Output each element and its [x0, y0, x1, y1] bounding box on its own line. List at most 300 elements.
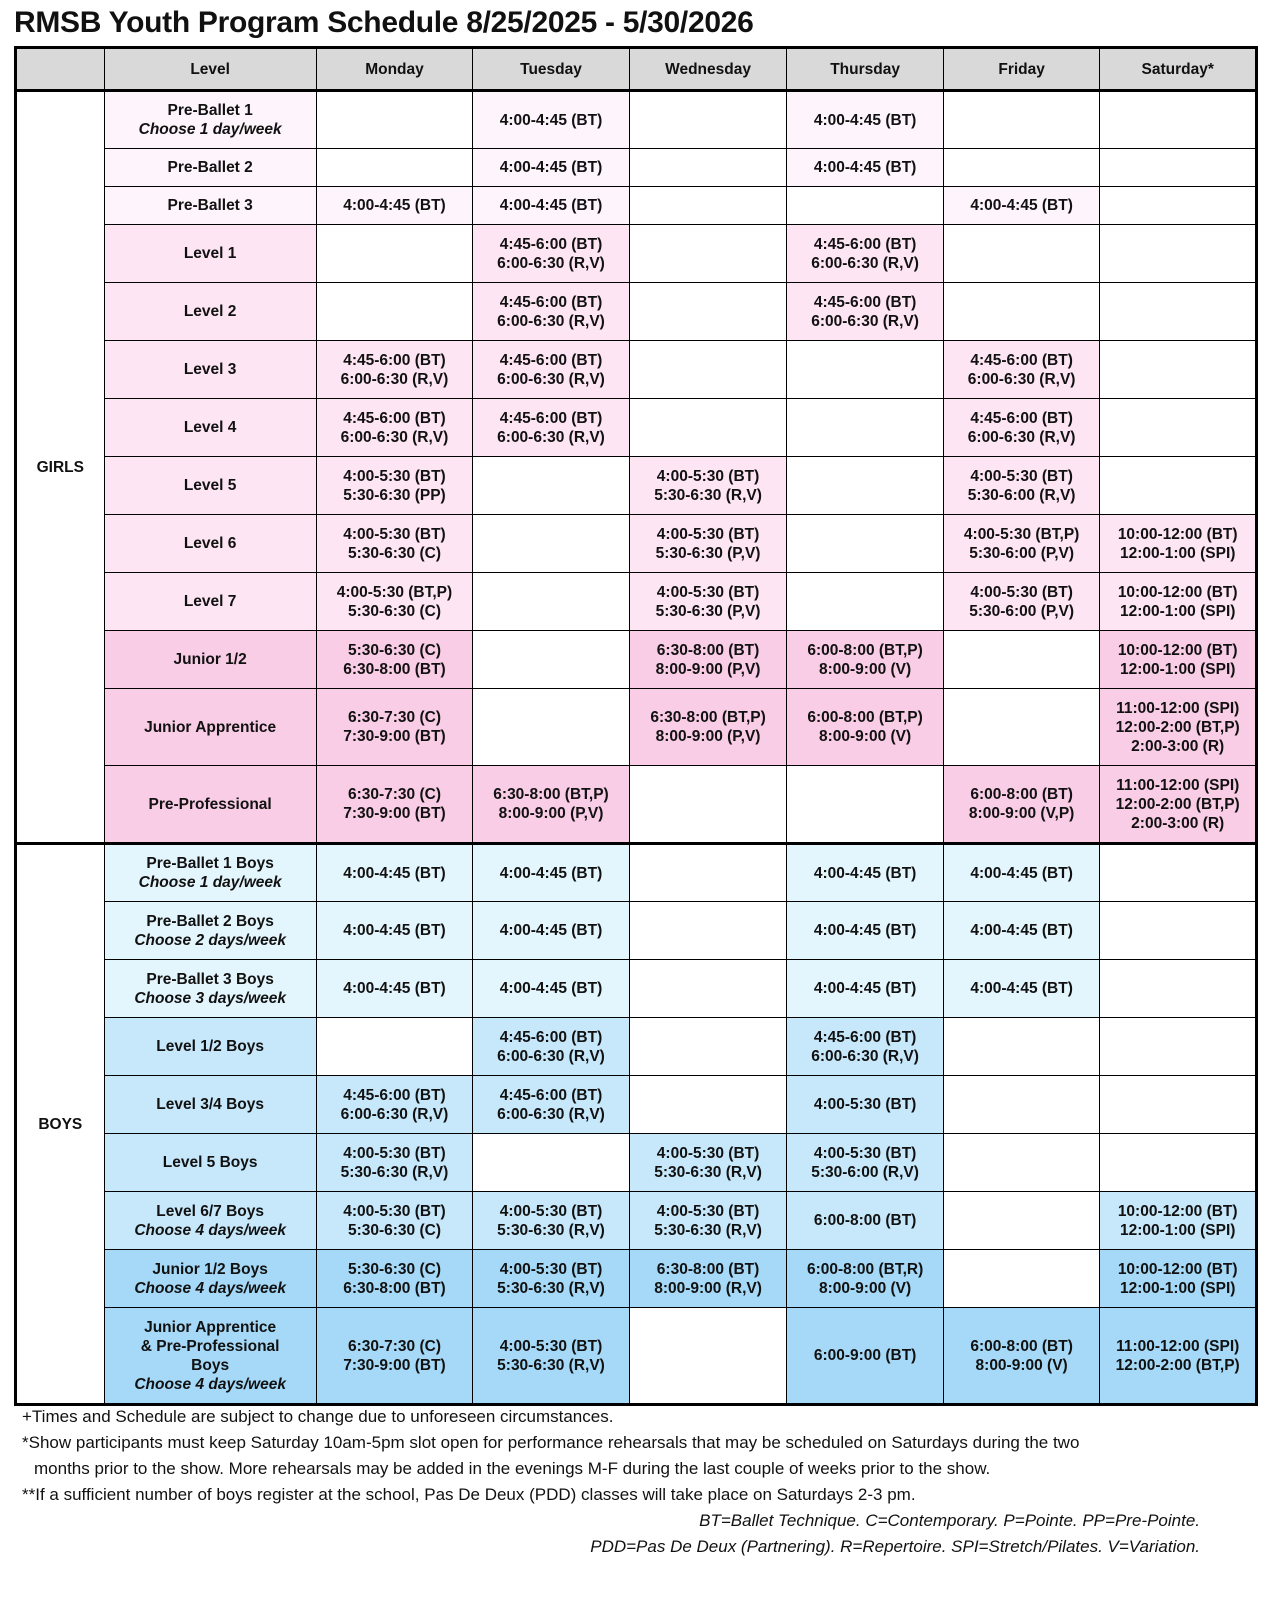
header-cell-friday: Friday: [943, 48, 1100, 91]
level-name: Level 6/7 Boys: [156, 1202, 264, 1220]
class-time: 4:45-6:00 (BT): [343, 351, 446, 369]
schedule-cell-wednesday: [629, 1250, 787, 1308]
class-time: 5:30-6:30 (R,V): [497, 1221, 605, 1239]
schedule-cell-saturday: [1100, 225, 1257, 283]
schedule-cell-wednesday: [629, 631, 787, 689]
level-cell: [104, 515, 316, 573]
class-time: 4:00-5:30 (BT,P): [963, 525, 1080, 543]
schedule-cell-monday: [316, 457, 473, 515]
class-time: 4:45-6:00 (BT): [499, 409, 603, 427]
schedule-cell-monday: [316, 902, 473, 960]
schedule-cell-saturday: [1100, 1018, 1257, 1076]
class-time: 4:00-5:30 (BT): [656, 583, 760, 601]
schedule-cell-saturday: [1100, 689, 1257, 766]
class-time: 6:00-8:00 (BT,P): [807, 709, 923, 726]
class-time: 4:00-5:30 (BT): [499, 1202, 603, 1220]
schedule-cell-monday: [316, 631, 473, 689]
schedule-cell-thursday: [787, 766, 944, 844]
legend-line: PDD=Pas De Deux (Partnering). R=Repertoire. SPI=Stretch/Pilates. V=Variation.: [590, 1537, 1200, 1556]
footnote-show: *Show participants must keep Saturday 10am-5pm slot open for performance rehearsals that may be scheduled on Saturdays during the two: [22, 1433, 1080, 1452]
level-name: Boys: [191, 1356, 230, 1374]
level-cell: [104, 341, 316, 399]
table-row: [16, 1192, 1257, 1250]
schedule-cell-monday: [316, 283, 473, 341]
class-time: 4:45-6:00 (BT): [343, 409, 446, 427]
schedule-cell-wednesday: [629, 225, 787, 283]
table-row: [16, 91, 1257, 149]
class-time: 10:00-12:00 (BT): [1117, 1202, 1238, 1220]
schedule-cell-wednesday: [629, 902, 787, 960]
schedule-cell-thursday: [787, 515, 944, 573]
class-time: 6:00-6:30 (R,V): [340, 428, 449, 446]
level-cell: [104, 844, 316, 902]
schedule-cell-tuesday: [473, 91, 630, 149]
table-row: [16, 515, 1257, 573]
class-time: 4:00-5:30 (BT): [343, 1144, 446, 1162]
schedule-cell-saturday: [1100, 1134, 1257, 1192]
schedule-cell-friday: [943, 1134, 1100, 1192]
class-time: 8:00-9:00 (V): [819, 1279, 912, 1297]
class-time: 7:30-9:00 (BT): [343, 1356, 446, 1374]
schedule-cell-thursday: [787, 631, 944, 689]
schedule-cell-friday: [943, 1192, 1100, 1250]
schedule-cell-thursday: [787, 225, 944, 283]
header-cell-tuesday: Tuesday: [473, 48, 630, 91]
group-label: BOYS: [16, 844, 105, 1405]
schedule-cell-tuesday: [473, 766, 630, 844]
class-time: 5:30-6:30 (R,V): [497, 1279, 605, 1297]
level-note: Choose 4 days/week: [134, 1375, 286, 1393]
schedule-cell-monday: [316, 187, 473, 225]
level-cell: [104, 91, 316, 149]
table-row: [16, 399, 1257, 457]
schedule-cell-friday: [943, 573, 1100, 631]
level-name: Level 6: [183, 535, 237, 552]
class-time: 5:30-6:30 (C): [347, 641, 441, 659]
class-time: 4:00-4:45 (BT): [343, 197, 446, 214]
class-time: 6:30-8:00 (BT): [656, 1260, 760, 1278]
table-row: [16, 766, 1257, 844]
schedule-cell-friday: [943, 960, 1100, 1018]
level-cell: [104, 902, 316, 960]
class-time: 4:00-4:45 (BT): [499, 980, 603, 997]
schedule-cell-saturday: [1100, 902, 1257, 960]
level-name: Junior Apprentice: [144, 718, 277, 736]
level-cell: [104, 1250, 316, 1308]
level-cell: [104, 187, 316, 225]
class-time: 5:30-6:00 (P,V): [969, 602, 1075, 620]
schedule-cell-friday: [943, 515, 1100, 573]
level-cell: [104, 1192, 316, 1250]
class-time: 12:00-1:00 (SPI): [1119, 602, 1236, 620]
class-time: 7:30-9:00 (BT): [343, 728, 446, 745]
class-time: 8:00-9:00 (P,V): [655, 728, 761, 745]
schedule-cell-saturday: [1100, 844, 1257, 902]
level-name: Level 1: [183, 245, 237, 262]
schedule-cell-monday: [316, 1192, 473, 1250]
class-time: 4:00-5:30 (BT): [343, 1202, 446, 1220]
class-time: 4:00-4:45 (BT): [343, 980, 446, 997]
class-time: 4:00-5:30 (BT): [656, 1144, 760, 1162]
class-time: 5:30-6:30 (P,V): [655, 602, 761, 620]
level-cell: [104, 149, 316, 187]
class-time: 5:30-6:00 (R,V): [967, 486, 1076, 504]
table-row: [16, 1018, 1257, 1076]
schedule-cell-thursday: [787, 399, 944, 457]
class-time: 5:30-6:30 (R,V): [340, 1163, 449, 1181]
schedule-cell-wednesday: [629, 1076, 787, 1134]
schedule-cell-friday: [943, 631, 1100, 689]
class-time: 5:30-6:30 (C): [347, 1260, 441, 1278]
schedule-cell-tuesday: [473, 515, 630, 573]
header-cell-thursday: Thursday: [787, 48, 944, 91]
schedule-cell-thursday: [787, 457, 944, 515]
class-time: 4:00-4:45 (BT): [343, 922, 446, 939]
group-label: GIRLS: [16, 91, 105, 844]
header-cell-level: Level: [104, 48, 316, 91]
schedule-cell-wednesday: [629, 689, 787, 766]
schedule-cell-friday: [943, 902, 1100, 960]
schedule-cell-monday: [316, 1308, 473, 1405]
level-name: Level 5 Boys: [162, 1154, 258, 1171]
class-time: 4:45-6:00 (BT): [499, 293, 603, 311]
schedule-cell-wednesday: [629, 515, 787, 573]
class-time: 12:00-2:00 (BT,P): [1115, 1356, 1240, 1374]
table-row: [16, 1250, 1257, 1308]
schedule-cell-friday: [943, 399, 1100, 457]
schedule-cell-tuesday: [473, 1134, 630, 1192]
class-time: 12:00-2:00 (BT,P): [1115, 795, 1240, 813]
class-time: 6:00-6:30 (R,V): [340, 1105, 449, 1123]
schedule-cell-monday: [316, 960, 473, 1018]
schedule-cell-saturday: [1100, 341, 1257, 399]
class-time: 10:00-12:00 (BT): [1117, 1260, 1238, 1278]
level-note: Choose 4 days/week: [134, 1221, 286, 1239]
schedule-cell-saturday: [1100, 1308, 1257, 1405]
class-time: 2:00-3:00 (R): [1131, 814, 1225, 832]
class-time: 6:00-6:30 (R,V): [811, 1047, 919, 1065]
class-time: 4:00-4:45 (BT): [499, 111, 603, 129]
table-row: [16, 149, 1257, 187]
class-time: 4:00-4:45 (BT): [499, 197, 603, 214]
page-title: RMSB Youth Program Schedule 8/25/2025 - 5/30/2026: [14, 6, 754, 39]
class-time: 4:00-4:45 (BT): [970, 922, 1073, 939]
schedule-cell-monday: [316, 149, 473, 187]
level-note: Choose 1 day/week: [138, 121, 282, 138]
schedule-cell-tuesday: [473, 149, 630, 187]
class-time: 5:30-6:30 (R,V): [654, 1163, 762, 1181]
schedule-cell-tuesday: [473, 1250, 630, 1308]
schedule-cell-monday: [316, 573, 473, 631]
class-time: 8:00-9:00 (P,V): [498, 805, 604, 822]
level-name: Pre-Ballet 2: [167, 159, 253, 176]
schedule-cell-saturday: [1100, 631, 1257, 689]
class-time: 6:00-6:30 (R,V): [967, 370, 1076, 388]
schedule-cell-friday: [943, 1250, 1100, 1308]
class-time: 11:00-12:00 (SPI): [1116, 699, 1240, 717]
class-time: 6:00-6:30 (R,V): [340, 370, 449, 388]
level-name: Junior Apprentice: [144, 1318, 277, 1336]
class-time: 4:00-4:45 (BT): [343, 864, 446, 882]
class-time: 6:00-8:00 (BT): [970, 1337, 1073, 1355]
class-time: 10:00-12:00 (BT): [1117, 641, 1238, 659]
level-name: Level 2: [183, 303, 237, 320]
class-time: 10:00-12:00 (BT): [1117, 525, 1238, 543]
class-time: 8:00-9:00 (V): [819, 660, 912, 678]
class-time: 6:30-7:30 (C): [347, 786, 441, 803]
header-cell-wednesday: Wednesday: [629, 48, 787, 91]
schedule-cell-tuesday: [473, 457, 630, 515]
schedule-cell-wednesday: [629, 91, 787, 149]
table-row: [16, 1076, 1257, 1134]
schedule-cell-thursday: [787, 1250, 944, 1308]
level-name: Junior 1/2 Boys: [152, 1260, 268, 1278]
schedule-cell-tuesday: [473, 341, 630, 399]
class-time: 4:45-6:00 (BT): [970, 409, 1073, 427]
footnote-show-continued: months prior to the show. More rehearsals may be added in the evenings M-F during the last couple of weeks prior to the show.: [34, 1459, 991, 1478]
schedule-cell-monday: [316, 91, 473, 149]
schedule-cell-monday: [316, 1134, 473, 1192]
level-cell: [104, 766, 316, 844]
level-name: Pre-Professional: [148, 795, 272, 813]
schedule-cell-wednesday: [629, 844, 787, 902]
schedule-cell-saturday: [1100, 1192, 1257, 1250]
schedule-cell-thursday: [787, 187, 944, 225]
class-time: 6:30-8:00 (BT,P): [493, 786, 609, 803]
class-time: 8:00-9:00 (V,P): [968, 805, 1075, 822]
schedule-cell-saturday: [1100, 149, 1257, 187]
level-note: Choose 1 day/week: [138, 874, 282, 891]
class-time: 6:00-8:00 (BT,R): [806, 1260, 924, 1278]
class-time: 6:00-8:00 (BT,P): [807, 641, 923, 659]
schedule-cell-friday: [943, 341, 1100, 399]
schedule-cell-thursday: [787, 1308, 944, 1405]
class-time: 4:00-4:45 (BT): [499, 864, 603, 882]
schedule-cell-friday: [943, 766, 1100, 844]
class-time: 4:45-6:00 (BT): [499, 351, 603, 369]
table-row: [16, 457, 1257, 515]
table-row: [16, 341, 1257, 399]
level-cell: [104, 399, 316, 457]
class-time: 6:30-8:00 (BT): [343, 660, 446, 678]
class-time: 4:00-5:30 (BT): [813, 1144, 917, 1162]
schedule-cell-monday: [316, 1018, 473, 1076]
schedule-cell-thursday: [787, 283, 944, 341]
class-time: 4:00-4:45 (BT): [813, 111, 917, 129]
class-time: 4:00-4:45 (BT): [499, 159, 603, 176]
level-cell: [104, 1134, 316, 1192]
class-time: 4:00-4:45 (BT): [499, 922, 603, 939]
schedule-cell-saturday: [1100, 283, 1257, 341]
level-name: Pre-Ballet 1: [167, 102, 253, 119]
schedule-cell-tuesday: [473, 399, 630, 457]
class-time: 5:30-6:00 (P,V): [969, 544, 1075, 562]
class-time: 4:45-6:00 (BT): [970, 351, 1073, 369]
schedule-cell-monday: [316, 399, 473, 457]
class-time: 6:00-6:30 (R,V): [497, 1047, 605, 1065]
header-cell-group: [16, 48, 105, 91]
level-name: Pre-Ballet 3 Boys: [146, 970, 274, 988]
class-time: 5:30-6:30 (C): [347, 602, 441, 620]
schedule-cell-saturday: [1100, 515, 1257, 573]
schedule-body: [16, 91, 1257, 1405]
table-row: [16, 1134, 1257, 1192]
class-time: 4:00-5:30 (BT,P): [336, 583, 453, 601]
schedule-cell-friday: [943, 225, 1100, 283]
schedule-cell-saturday: [1100, 187, 1257, 225]
schedule-cell-saturday: [1100, 1076, 1257, 1134]
schedule-cell-tuesday: [473, 960, 630, 1018]
level-cell: [104, 689, 316, 766]
schedule-cell-saturday: [1100, 91, 1257, 149]
schedule-cell-tuesday: [473, 225, 630, 283]
table-row: [16, 187, 1257, 225]
schedule-cell-thursday: [787, 91, 944, 149]
class-time: 5:30-6:30 (PP): [343, 486, 446, 504]
schedule-cell-thursday: [787, 844, 944, 902]
class-time: 4:00-5:30 (BT): [813, 1096, 917, 1113]
schedule-cell-wednesday: [629, 283, 787, 341]
class-time: 10:00-12:00 (BT): [1117, 583, 1238, 601]
class-time: 12:00-1:00 (SPI): [1119, 544, 1236, 562]
class-time: 4:00-4:45 (BT): [970, 197, 1073, 214]
schedule-cell-friday: [943, 1076, 1100, 1134]
class-time: 11:00-12:00 (SPI): [1116, 1337, 1240, 1355]
level-cell: [104, 457, 316, 515]
level-note: Choose 2 days/week: [134, 931, 286, 949]
class-time: 6:00-8:00 (BT): [813, 1212, 917, 1229]
class-time: 4:45-6:00 (BT): [343, 1086, 446, 1104]
level-note: Choose 4 days/week: [134, 1279, 286, 1297]
level-note: Choose 3 days/week: [134, 989, 286, 1007]
level-name: Level 3/4 Boys: [156, 1096, 264, 1113]
class-time: 6:00-8:00 (BT): [970, 786, 1073, 803]
class-time: 4:00-5:30 (BT): [343, 467, 446, 485]
footnotes: [22, 1404, 1258, 1508]
schedule-cell-saturday: [1100, 399, 1257, 457]
schedule-cell-tuesday: [473, 573, 630, 631]
schedule-cell-tuesday: [473, 1308, 630, 1405]
table-row: [16, 902, 1257, 960]
class-time: 4:45-6:00 (BT): [499, 1086, 603, 1104]
schedule-cell-monday: [316, 844, 473, 902]
class-time: 4:00-4:45 (BT): [813, 159, 917, 176]
class-time: 6:00-6:30 (R,V): [811, 254, 919, 272]
class-time: 6:30-7:30 (C): [347, 1337, 441, 1355]
schedule-cell-saturday: [1100, 573, 1257, 631]
schedule-cell-thursday: [787, 689, 944, 766]
class-time: 6:00-9:00 (BT): [813, 1347, 917, 1364]
header-row: [16, 48, 1257, 91]
class-time: 6:30-8:00 (BT): [656, 641, 760, 659]
schedule-cell-monday: [316, 1250, 473, 1308]
schedule-cell-wednesday: [629, 399, 787, 457]
schedule-cell-tuesday: [473, 283, 630, 341]
schedule-cell-friday: [943, 283, 1100, 341]
schedule-cell-wednesday: [629, 1308, 787, 1405]
level-cell: [104, 225, 316, 283]
class-time: 5:30-6:30 (R,V): [497, 1356, 605, 1374]
class-time: 4:45-6:00 (BT): [813, 293, 917, 311]
class-time: 4:00-4:45 (BT): [970, 864, 1073, 882]
class-time: 6:00-6:30 (R,V): [497, 312, 605, 330]
schedule-cell-thursday: [787, 341, 944, 399]
table-row: [16, 844, 1257, 902]
class-time: 6:00-6:30 (R,V): [497, 1105, 605, 1123]
schedule-cell-monday: [316, 515, 473, 573]
level-cell: [104, 631, 316, 689]
schedule-cell-wednesday: [629, 341, 787, 399]
class-time: 5:30-6:00 (R,V): [811, 1163, 919, 1181]
table-row: [16, 689, 1257, 766]
schedule-cell-wednesday: [629, 457, 787, 515]
schedule-cell-friday: [943, 91, 1100, 149]
class-time: 4:00-4:45 (BT): [813, 922, 917, 939]
level-name: Level 1/2 Boys: [156, 1038, 264, 1055]
schedule-cell-wednesday: [629, 1192, 787, 1250]
schedule-cell-thursday: [787, 902, 944, 960]
class-time: 6:00-6:30 (R,V): [811, 312, 919, 330]
class-time: 8:00-9:00 (P,V): [655, 660, 761, 678]
class-time: 2:00-3:00 (R): [1131, 737, 1225, 755]
schedule-cell-tuesday: [473, 1018, 630, 1076]
schedule-cell-friday: [943, 689, 1100, 766]
class-time: 12:00-2:00 (BT,P): [1115, 718, 1240, 736]
level-name: Level 7: [183, 593, 237, 610]
schedule-cell-thursday: [787, 1134, 944, 1192]
level-name: Pre-Ballet 2 Boys: [146, 912, 274, 930]
class-time: 6:30-8:00 (BT): [343, 1279, 446, 1297]
schedule-cell-tuesday: [473, 1192, 630, 1250]
class-time: 4:00-5:30 (BT): [499, 1337, 603, 1355]
table-row: [16, 1308, 1257, 1405]
class-time: 6:30-8:00 (BT,P): [650, 709, 766, 726]
class-time: 4:45-6:00 (BT): [813, 1028, 917, 1046]
schedule-cell-friday: [943, 457, 1100, 515]
class-time: 4:00-5:30 (BT): [970, 467, 1073, 485]
level-cell: [104, 960, 316, 1018]
schedule-cell-thursday: [787, 1076, 944, 1134]
schedule-cell-thursday: [787, 149, 944, 187]
footnote-pdd: **If a sufficient number of boys register at the school, Pas De Deux (PDD) classes will take place on Saturdays 2-3 pm.: [22, 1485, 916, 1504]
level-name: Level 5: [183, 477, 237, 494]
class-time: 4:45-6:00 (BT): [499, 1028, 603, 1046]
abbreviation-legend: [590, 1508, 1200, 1560]
class-time: 6:00-6:30 (R,V): [497, 254, 605, 272]
class-time: 4:00-4:45 (BT): [813, 864, 917, 882]
level-name: Level 3: [183, 361, 237, 378]
table-row: [16, 960, 1257, 1018]
level-name: & Pre-Professional: [140, 1337, 280, 1355]
class-time: 4:00-5:30 (BT): [656, 1202, 760, 1220]
level-name: Pre-Ballet 3: [167, 197, 253, 214]
schedule-cell-friday: [943, 1018, 1100, 1076]
schedule-cell-wednesday: [629, 766, 787, 844]
schedule-cell-tuesday: [473, 689, 630, 766]
schedule-cell-saturday: [1100, 457, 1257, 515]
class-time: 8:00-9:00 (R,V): [654, 1279, 762, 1297]
footnote-change: +Times and Schedule are subject to change due to unforeseen circumstances.: [22, 1407, 614, 1426]
schedule-cell-wednesday: [629, 1134, 787, 1192]
class-time: 4:00-5:30 (BT): [970, 583, 1073, 601]
class-time: 8:00-9:00 (V): [819, 728, 912, 745]
level-cell: [104, 283, 316, 341]
class-time: 4:00-4:45 (BT): [970, 980, 1073, 997]
schedule-cell-tuesday: [473, 631, 630, 689]
schedule-cell-thursday: [787, 1192, 944, 1250]
table-row: [16, 225, 1257, 283]
class-time: 4:00-5:30 (BT): [656, 525, 760, 543]
